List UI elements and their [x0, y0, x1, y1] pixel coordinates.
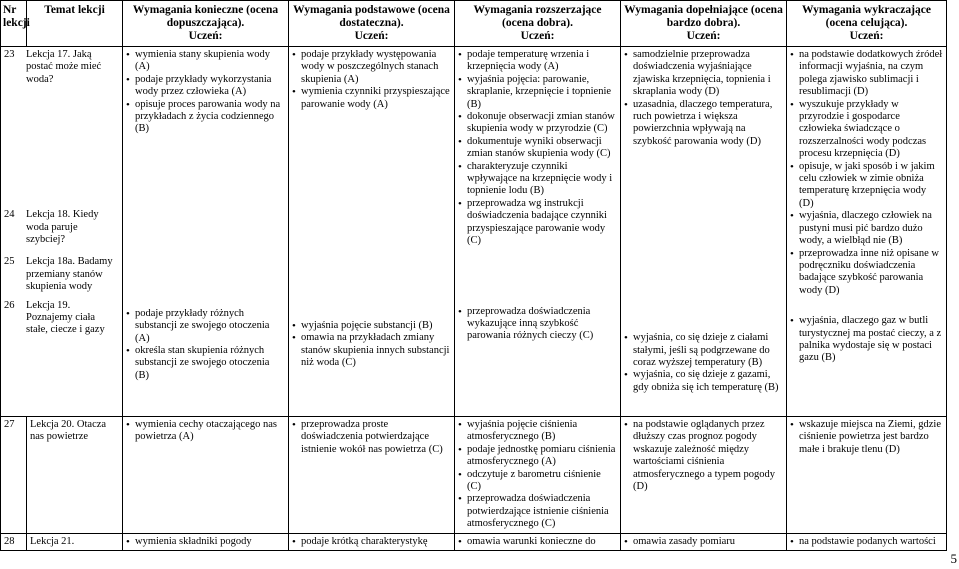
lesson-title-28: Lekcja 21.	[27, 533, 123, 550]
list-item: • wyjaśnia, co się dzieje z gazami, gdy obniża się ich temperaturę (B)	[624, 369, 783, 394]
list-item: • wyjaśnia pojęcie ciśnienia atmosferycznego (B)	[458, 419, 617, 444]
list-item: • wskazuje miejsca na Ziemi, gdzie ciśnienie powietrza jest bardzo małe i brakuje tlenu (D)	[790, 419, 943, 456]
list-item: • wymienia czynniki przyspieszające parowanie wody (A)	[292, 86, 451, 111]
page-number: 5	[950, 551, 957, 566]
req-2-cell	[289, 533, 455, 550]
list-item: • na podstawie dodatkowych źródeł informacji wyjaśnia, na czym polega zjawisko sublimacji i resublimacji (D)	[790, 49, 943, 99]
list-item: • określa stan skupienia różnych substancji ze swojego otoczenia (B)	[126, 345, 285, 382]
list-item: • dokonuje obserwacji zmian stanów skupienia wody w przyrodzie (C)	[458, 111, 617, 136]
list-item: • wyjaśnia pojęcie substancji (B)	[292, 320, 451, 332]
req-5-cell	[787, 47, 947, 417]
req-1-cell	[123, 417, 289, 534]
header-topic: Temat lekcji	[27, 1, 123, 47]
req-4-cell	[621, 417, 787, 534]
list-item: • wyszukuje przykłady w przyrodzie i gospodarce człowieka świadczące o rozszerzalności wody podczas procesu krzepnięcia (D)	[790, 99, 943, 161]
list-item: • na podstawie oglądanych przez dłuższy czas prognoz pogody wskazuje zależność między wartościami ciśnienia atmosferycznego a typem pogody (D)	[624, 419, 783, 493]
header-row	[1, 1, 947, 47]
table-row	[1, 417, 947, 534]
lesson-topics-cell	[1, 47, 123, 417]
lesson-nr-27: 27	[1, 417, 27, 534]
list-item: • opisuje proces parowania wody na przykładach z życia codziennego (B)	[126, 99, 285, 136]
req-3-cell	[455, 417, 621, 534]
lesson-title-27: Lekcja 20. Otacza nas powietrze	[27, 417, 123, 534]
list-item: • przeprowadza inne niż opisane w podręczniku doświadczenia badające szybkość parowania wody (D)	[790, 248, 943, 298]
list-item: • wyjaśnia, dlaczego gaz w butli turystycznej ma postać cieczy, a z palnika wydostaje się w postaci gazu (B)	[790, 315, 943, 365]
list-item: • podaje przykłady wykorzystania wody przez człowieka (A)	[126, 74, 285, 99]
header-req-3: Wymagania rozszerzające (ocena dobra). Uczeń:	[455, 1, 621, 47]
header-req-4: Wymagania dopełniające (ocena bardzo dobra). Uczeń:	[621, 1, 787, 47]
req-1-cell	[123, 533, 289, 550]
list-item: • samodzielnie przeprowadza doświadczenia wyjaśniające zjawiska krzepnięcia, topnienia i skraplania wody (D)	[624, 49, 783, 99]
list-item: • wyjaśnia pojęcia: parowanie, skraplanie, krzepnięcie i topnienie (B)	[458, 74, 617, 111]
list-item: • wymienia składniki pogody	[126, 536, 285, 548]
list-item: • wymienia stany skupienia wody (A)	[126, 49, 285, 74]
list-item: • dokumentuje wyniki obserwacji zmian stanów skupienia wody (C)	[458, 136, 617, 161]
list-item: • odczytuje z barometru ciśnienie (C)	[458, 469, 617, 494]
req-2-cell	[289, 47, 455, 417]
lesson-26: 26 Lekcja 19. Poznajemy ciała stałe, ciecze i gazy	[4, 299, 105, 336]
req-4-cell	[621, 533, 787, 550]
list-item: • charakteryzuje czynniki wpływające na krzepnięcie wody i topnienie lodu (B)	[458, 161, 617, 198]
list-item: • podaje jednostkę pomiaru ciśnienia atmosferycznego (A)	[458, 444, 617, 469]
list-item: • przeprowadza doświadczenia wykazujące inną szybkość parowania różnych cieczy (C)	[458, 306, 617, 343]
list-item: • na podstawie podanych wartości	[790, 536, 943, 548]
list-item: • omawia zasady pomiaru	[624, 536, 783, 548]
list-item: • omawia na przykładach zmiany stanów skupienia innych substancji niż woda (C)	[292, 332, 451, 369]
lesson-23: 23 Lekcja 17. Jaką postać może mieć woda?	[4, 49, 102, 85]
req-2-cell	[289, 417, 455, 534]
req-5-cell	[787, 533, 947, 550]
req-3-cell	[455, 533, 621, 550]
list-item: • przeprowadza doświadczenia potwierdzające istnienie ciśnienia atmosferycznego (C)	[458, 493, 617, 530]
list-item: • przeprowadza proste doświadczenia potwierdzające istnienie wokół nas powietrza (C)	[292, 419, 451, 456]
list-item: • podaje temperaturę wrzenia i krzepnięcia wody (A)	[458, 49, 617, 74]
list-item: • uzasadnia, dlaczego temperatura, ruch powietrza i większa powierzchnia wpływają na szybkość parowania wody (D)	[624, 99, 783, 149]
table-row	[1, 47, 947, 417]
lesson-24: 24 Lekcja 18. Kiedy woda paruje szybciej?	[4, 209, 99, 246]
list-item: • podaje krótką charakterystykę	[292, 536, 451, 548]
list-item: • opisuje, w jaki sposób i w jakim celu człowiek w zimie obniża temperaturę krzepnięcia wody (D)	[790, 161, 943, 211]
header-req-5: Wymagania wykraczające (ocena celująca). Uczeń:	[787, 1, 947, 47]
list-item: • podaje przykłady występowania wody w poszczególnych stanach skupienia (A)	[292, 49, 451, 86]
req-3-cell	[455, 47, 621, 417]
req-1-cell	[123, 47, 289, 417]
list-item: • wyjaśnia, dlaczego człowiek na pustyni musi pić bardzo dużo wody, a wielbłąd nie (B)	[790, 210, 943, 247]
header-req-2: Wymagania podstawowe (ocena dostateczna). Uczeń:	[289, 1, 455, 47]
list-item: • przeprowadza wg instrukcji doświadczenia badające czynniki przyspieszające parowanie wody (C)	[458, 198, 617, 248]
table-row	[1, 533, 947, 550]
lesson-25: 25 Lekcja 18a. Badamy przemiany stanów skupienia wody	[4, 256, 113, 293]
req-5-cell	[787, 417, 947, 534]
list-item: • podaje przykłady różnych substancji ze swojego otoczenia (A)	[126, 308, 285, 345]
list-item: • wyjaśnia, co się dzieje z ciałami stałymi, jeśli są podgrzewane do coraz wyższej temperatury (B)	[624, 332, 783, 369]
lesson-nr-28: 28	[1, 533, 27, 550]
header-nr: Nr lekcji	[1, 1, 27, 47]
list-item: • wymienia cechy otaczającego nas powietrza (A)	[126, 419, 285, 444]
header-req-1: Wymagania konieczne (ocena dopuszczająca). Uczeń:	[123, 1, 289, 47]
list-item: • omawia warunki konieczne do	[458, 536, 617, 548]
req-4-cell	[621, 47, 787, 417]
